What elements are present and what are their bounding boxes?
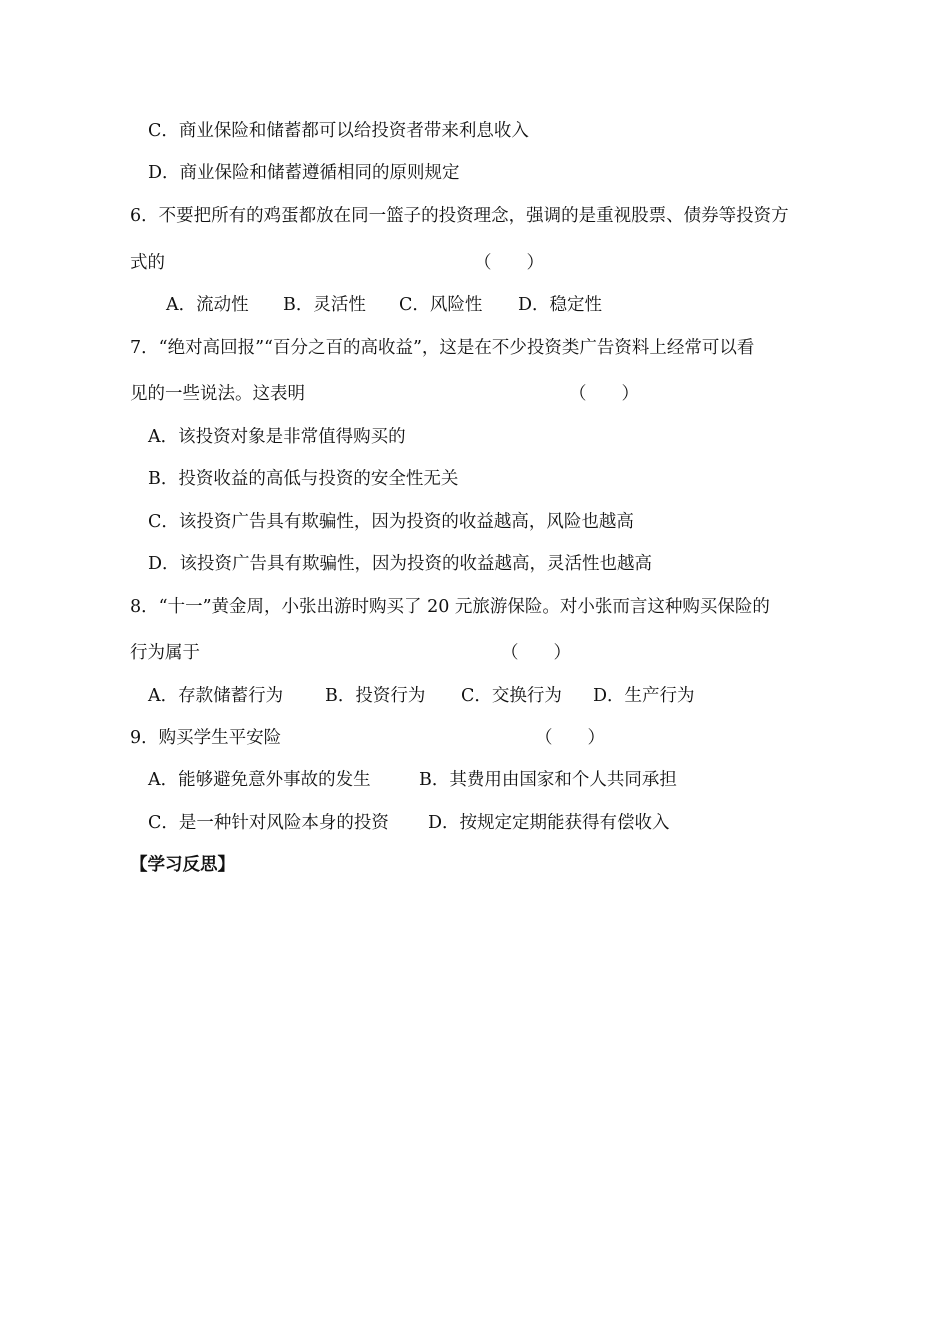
q8-option-d: D．生产行为 [593, 686, 695, 706]
q8-option-b: B．投资行为 [325, 686, 426, 706]
q7-option-b: B．投资收益的高低与投资的安全性无关 [148, 469, 459, 489]
q8-stem-line2: 行为属于 [130, 643, 200, 663]
reflection-heading: 【学习反思】 [130, 855, 235, 875]
q9-stem: 9．购买学生平安险 [130, 728, 282, 748]
q9-option-d: D．按规定定期能获得有偿收入 [428, 813, 670, 833]
q7-stem-line2: 见的一些说法。这表明 [130, 384, 305, 404]
q7-option-a: A．该投资对象是非常值得购买的 [148, 427, 406, 447]
q6-option-c: C．风险性 [399, 295, 483, 315]
q6-option-b: B．灵活性 [283, 295, 366, 315]
q5-option-d: D．商业保险和储蓄遵循相同的原则规定 [148, 163, 460, 183]
q8-option-c: C．交换行为 [461, 686, 562, 706]
q8-stem-line1: 8．“十一”黄金周，小张出游时购买了 20 元旅游保险。对小张而言这种购买保险的 [130, 597, 770, 617]
q9-answer-paren: （ ） [535, 728, 605, 748]
q9-option-c: C．是一种针对风险本身的投资 [148, 813, 389, 833]
q7-stem-line1: 7．“绝对高回报”“百分之百的高收益”，这是在不少投资类广告资料上经常可以看 [130, 338, 755, 358]
q6-stem-line2: 式的 [130, 253, 165, 273]
q6-option-d: D．稳定性 [518, 295, 603, 315]
q6-option-a: A．流动性 [166, 295, 249, 315]
q5-option-c: C．商业保险和储蓄都可以给投资者带来利息收入 [148, 121, 529, 141]
q8-option-a: A．存款储蓄行为 [148, 686, 284, 706]
q6-stem-line1: 6．不要把所有的鸡蛋都放在同一篮子的投资理念，强调的是重视股票、债券等投资方 [130, 206, 789, 226]
q9-option-b: B．其费用由国家和个人共同承担 [419, 770, 677, 790]
q8-answer-paren: （ ） [501, 643, 571, 663]
q9-option-a: A．能够避免意外事故的发生 [148, 770, 371, 790]
q7-option-d: D．该投资广告具有欺骗性，因为投资的收益越高，灵活性也越高 [148, 554, 653, 574]
q7-answer-paren: （ ） [569, 384, 639, 404]
q7-option-c: C．该投资广告具有欺骗性，因为投资的收益越高，风险也越高 [148, 512, 634, 532]
q6-answer-paren: （ ） [474, 253, 544, 273]
